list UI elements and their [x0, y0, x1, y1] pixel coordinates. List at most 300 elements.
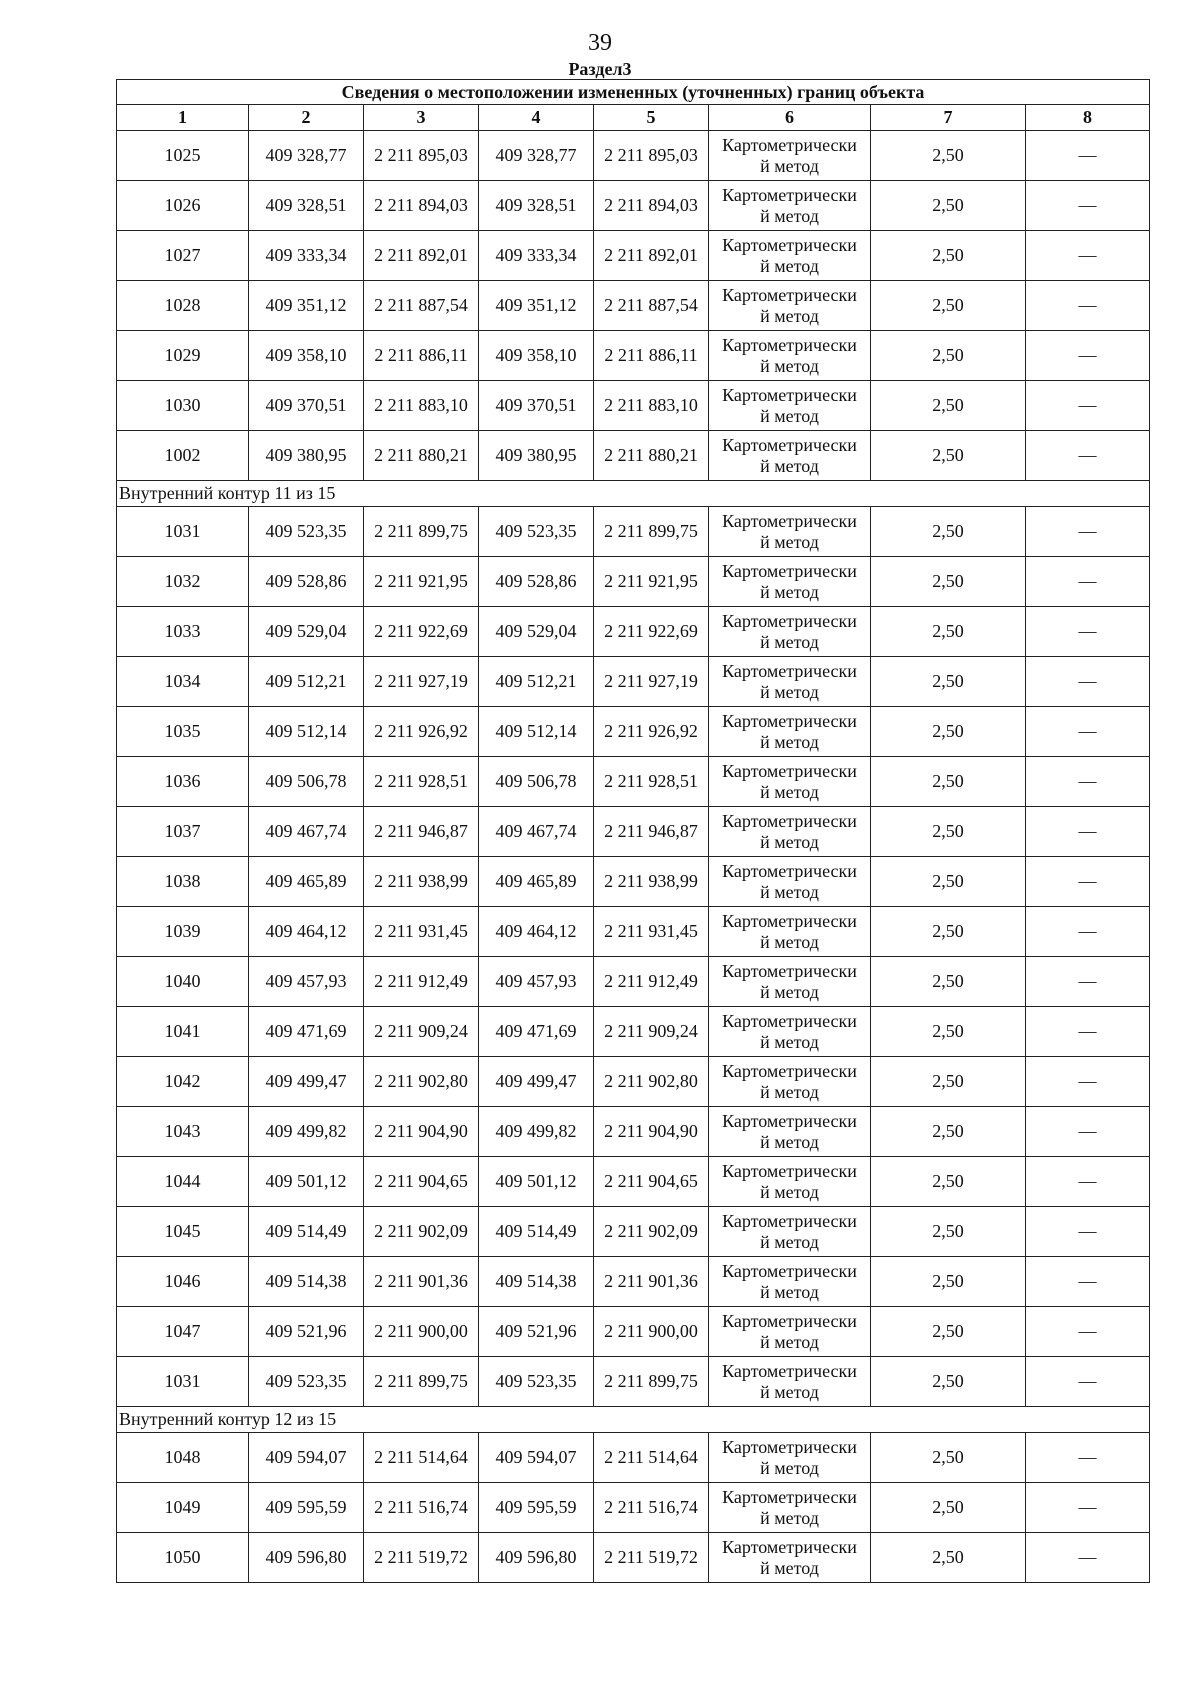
method-text-line1: Картометрически: [722, 1160, 857, 1181]
method-text-line1: Картометрически: [722, 1486, 857, 1507]
x-coordinate-cell: 409 514,38: [249, 1257, 364, 1307]
x-coordinate-cell: 409 351,12: [479, 281, 594, 331]
x-coordinate-cell: 409 523,35: [249, 1357, 364, 1407]
x-coordinate-cell: 409 529,04: [479, 607, 594, 657]
x-coordinate-cell: 409 512,21: [479, 657, 594, 707]
accuracy-cell: 2,50: [871, 557, 1026, 607]
method-cell: [709, 181, 871, 231]
method-text-line2: й метод: [760, 155, 819, 176]
x-coordinate-cell: 409 506,78: [479, 757, 594, 807]
note-cell: —: [1026, 331, 1150, 381]
point-number-cell: 1027: [117, 231, 249, 281]
y-coordinate-cell: 2 211 519,72: [364, 1533, 479, 1583]
point-number-cell: 1049: [117, 1483, 249, 1533]
table-row: [117, 281, 1150, 331]
y-coordinate-cell: 2 211 899,75: [594, 507, 709, 557]
x-coordinate-cell: 409 358,10: [249, 331, 364, 381]
y-coordinate-cell: 2 211 883,10: [594, 381, 709, 431]
note-cell: —: [1026, 807, 1150, 857]
y-coordinate-cell: 2 211 931,45: [364, 907, 479, 957]
y-coordinate-cell: 2 211 880,21: [364, 431, 479, 481]
table-row: [117, 557, 1150, 607]
y-coordinate-cell: 2 211 899,75: [364, 507, 479, 557]
method-text-line2: й метод: [760, 405, 819, 426]
y-coordinate-cell: 2 211 886,11: [364, 331, 479, 381]
method-cell: [709, 757, 871, 807]
x-coordinate-cell: 409 499,47: [479, 1057, 594, 1107]
column-number: 8: [1026, 105, 1150, 131]
x-coordinate-cell: 409 499,82: [479, 1107, 594, 1157]
x-coordinate-cell: 409 380,95: [479, 431, 594, 481]
contour-header-row: [117, 1407, 1150, 1433]
table-row: [117, 1433, 1150, 1483]
table-row: [117, 507, 1150, 557]
x-coordinate-cell: 409 457,93: [249, 957, 364, 1007]
y-coordinate-cell: 2 211 894,03: [364, 181, 479, 231]
x-coordinate-cell: 409 506,78: [249, 757, 364, 807]
table-caption: Сведения о местоположении измененных (уточненных) границ объекта: [117, 80, 1150, 105]
method-text-line2: й метод: [760, 731, 819, 752]
method-text-line2: й метод: [760, 981, 819, 1002]
note-cell: —: [1026, 1157, 1150, 1207]
y-coordinate-cell: 2 211 902,80: [364, 1057, 479, 1107]
x-coordinate-cell: 409 465,89: [249, 857, 364, 907]
method-text-line1: Картометрически: [722, 1060, 857, 1081]
accuracy-cell: 2,50: [871, 1307, 1026, 1357]
note-cell: —: [1026, 907, 1150, 957]
method-text-line1: Картометрически: [722, 334, 857, 355]
y-coordinate-cell: 2 211 895,03: [594, 131, 709, 181]
point-number-cell: 1045: [117, 1207, 249, 1257]
method-text-line2: й метод: [760, 1557, 819, 1578]
method-text-line1: Картометрически: [722, 660, 857, 681]
x-coordinate-cell: 409 523,35: [249, 507, 364, 557]
method-text-line1: Картометрически: [722, 910, 857, 931]
method-text-line2: й метод: [760, 1507, 819, 1528]
point-number-cell: 1048: [117, 1433, 249, 1483]
accuracy-cell: 2,50: [871, 507, 1026, 557]
x-coordinate-cell: 409 501,12: [249, 1157, 364, 1207]
y-coordinate-cell: 2 211 926,92: [594, 707, 709, 757]
point-number-cell: 1031: [117, 507, 249, 557]
method-cell: [709, 331, 871, 381]
y-coordinate-cell: 2 211 902,09: [364, 1207, 479, 1257]
section-title: Раздел3: [568, 59, 632, 79]
y-coordinate-cell: 2 211 946,87: [364, 807, 479, 857]
column-number: 3: [364, 105, 479, 131]
x-coordinate-cell: 409 351,12: [249, 281, 364, 331]
x-coordinate-cell: 409 514,49: [249, 1207, 364, 1257]
method-text-line1: Картометрически: [722, 1260, 857, 1281]
method-text-line2: й метод: [760, 1331, 819, 1352]
y-coordinate-cell: 2 211 909,24: [364, 1007, 479, 1057]
accuracy-cell: 2,50: [871, 1107, 1026, 1157]
method-text-line2: й метод: [760, 1281, 819, 1302]
note-cell: —: [1026, 857, 1150, 907]
table-row: [117, 907, 1150, 957]
method-cell: [709, 607, 871, 657]
y-coordinate-cell: 2 211 900,00: [594, 1307, 709, 1357]
point-number-cell: 1036: [117, 757, 249, 807]
point-number-cell: 1040: [117, 957, 249, 1007]
method-text-line2: й метод: [760, 831, 819, 852]
method-text-line2: й метод: [760, 881, 819, 902]
column-number: 6: [709, 105, 871, 131]
method-text-line1: Картометрически: [722, 1210, 857, 1231]
method-cell: [709, 131, 871, 181]
method-text-line2: й метод: [760, 1231, 819, 1252]
method-text-line2: й метод: [760, 681, 819, 702]
x-coordinate-cell: 409 594,07: [479, 1433, 594, 1483]
method-cell: [709, 1107, 871, 1157]
accuracy-cell: 2,50: [871, 957, 1026, 1007]
accuracy-cell: 2,50: [871, 1357, 1026, 1407]
y-coordinate-cell: 2 211 519,72: [594, 1533, 709, 1583]
note-cell: —: [1026, 231, 1150, 281]
note-cell: —: [1026, 1307, 1150, 1357]
y-coordinate-cell: 2 211 902,09: [594, 1207, 709, 1257]
method-cell: [709, 507, 871, 557]
note-cell: —: [1026, 1257, 1150, 1307]
x-coordinate-cell: 409 594,07: [249, 1433, 364, 1483]
method-text-line2: й метод: [760, 1131, 819, 1152]
accuracy-cell: 2,50: [871, 1433, 1026, 1483]
method-text-line1: Картометрически: [722, 1110, 857, 1131]
method-cell: [709, 707, 871, 757]
accuracy-cell: 2,50: [871, 707, 1026, 757]
table-row: [117, 431, 1150, 481]
x-coordinate-cell: 409 512,21: [249, 657, 364, 707]
y-coordinate-cell: 2 211 901,36: [594, 1257, 709, 1307]
x-coordinate-cell: 409 471,69: [479, 1007, 594, 1057]
method-cell: [709, 431, 871, 481]
note-cell: —: [1026, 607, 1150, 657]
x-coordinate-cell: 409 528,86: [479, 557, 594, 607]
y-coordinate-cell: 2 211 886,11: [594, 331, 709, 381]
method-text-line1: Картометрически: [722, 710, 857, 731]
y-coordinate-cell: 2 211 927,19: [364, 657, 479, 707]
y-coordinate-cell: 2 211 900,00: [364, 1307, 479, 1357]
table-row: [117, 1483, 1150, 1533]
column-number: 2: [249, 105, 364, 131]
method-cell: [709, 1433, 871, 1483]
method-text-line2: й метод: [760, 1181, 819, 1202]
y-coordinate-cell: 2 211 921,95: [594, 557, 709, 607]
x-coordinate-cell: 409 523,35: [479, 1357, 594, 1407]
table-body: [117, 80, 1150, 1583]
x-coordinate-cell: 409 358,10: [479, 331, 594, 381]
y-coordinate-cell: 2 211 901,36: [364, 1257, 479, 1307]
point-number-cell: 1030: [117, 381, 249, 431]
accuracy-cell: 2,50: [871, 131, 1026, 181]
column-number-row: [117, 105, 1150, 131]
note-cell: —: [1026, 757, 1150, 807]
accuracy-cell: 2,50: [871, 1157, 1026, 1207]
x-coordinate-cell: 409 467,74: [479, 807, 594, 857]
method-text-line1: Картометрически: [722, 860, 857, 881]
y-coordinate-cell: 2 211 902,80: [594, 1057, 709, 1107]
x-coordinate-cell: 409 595,59: [249, 1483, 364, 1533]
method-text-line1: Картометрически: [722, 760, 857, 781]
y-coordinate-cell: 2 211 516,74: [594, 1483, 709, 1533]
method-text-line2: й метод: [760, 455, 819, 476]
note-cell: —: [1026, 507, 1150, 557]
method-text-line1: Картометрически: [722, 1436, 857, 1457]
method-cell: [709, 907, 871, 957]
x-coordinate-cell: 409 380,95: [249, 431, 364, 481]
x-coordinate-cell: 409 523,35: [479, 507, 594, 557]
y-coordinate-cell: 2 211 938,99: [364, 857, 479, 907]
accuracy-cell: 2,50: [871, 807, 1026, 857]
point-number-cell: 1038: [117, 857, 249, 907]
point-number-cell: 1026: [117, 181, 249, 231]
table-row: [117, 231, 1150, 281]
method-text-line1: Картометрически: [722, 960, 857, 981]
y-coordinate-cell: 2 211 880,21: [594, 431, 709, 481]
y-coordinate-cell: 2 211 931,45: [594, 907, 709, 957]
method-cell: [709, 1007, 871, 1057]
y-coordinate-cell: 2 211 892,01: [364, 231, 479, 281]
point-number-cell: 1037: [117, 807, 249, 857]
column-number: 7: [871, 105, 1026, 131]
y-coordinate-cell: 2 211 921,95: [364, 557, 479, 607]
table-row: [117, 757, 1150, 807]
x-coordinate-cell: 409 457,93: [479, 957, 594, 1007]
point-number-cell: 1032: [117, 557, 249, 607]
method-text-line2: й метод: [760, 931, 819, 952]
table-row: [117, 807, 1150, 857]
method-cell: [709, 957, 871, 1007]
y-coordinate-cell: 2 211 926,92: [364, 707, 479, 757]
y-coordinate-cell: 2 211 887,54: [364, 281, 479, 331]
note-cell: —: [1026, 431, 1150, 481]
table-row: [117, 131, 1150, 181]
point-number-cell: 1050: [117, 1533, 249, 1583]
method-text-line1: Картометрически: [722, 510, 857, 531]
y-coordinate-cell: 2 211 892,01: [594, 231, 709, 281]
page-number: 39: [588, 30, 612, 56]
column-number: 1: [117, 105, 249, 131]
accuracy-cell: 2,50: [871, 181, 1026, 231]
y-coordinate-cell: 2 211 899,75: [364, 1357, 479, 1407]
point-number-cell: 1042: [117, 1057, 249, 1107]
method-text-line1: Картометрически: [722, 810, 857, 831]
y-coordinate-cell: 2 211 904,65: [594, 1157, 709, 1207]
x-coordinate-cell: 409 521,96: [249, 1307, 364, 1357]
method-cell: [709, 1257, 871, 1307]
method-cell: [709, 657, 871, 707]
column-number: 5: [594, 105, 709, 131]
method-cell: [709, 557, 871, 607]
y-coordinate-cell: 2 211 928,51: [364, 757, 479, 807]
note-cell: —: [1026, 557, 1150, 607]
method-text-line2: й метод: [760, 1031, 819, 1052]
note-cell: —: [1026, 1107, 1150, 1157]
method-text-line1: Картометрически: [722, 1310, 857, 1331]
point-number-cell: 1039: [117, 907, 249, 957]
x-coordinate-cell: 409 595,59: [479, 1483, 594, 1533]
method-text-line1: Картометрически: [722, 284, 857, 305]
note-cell: —: [1026, 1483, 1150, 1533]
method-text-line1: Картометрически: [722, 384, 857, 405]
note-cell: —: [1026, 1057, 1150, 1107]
method-text-line1: Картометрически: [722, 1360, 857, 1381]
boundary-table: [116, 79, 1150, 1583]
note-cell: —: [1026, 131, 1150, 181]
y-coordinate-cell: 2 211 887,54: [594, 281, 709, 331]
point-number-cell: 1002: [117, 431, 249, 481]
y-coordinate-cell: 2 211 899,75: [594, 1357, 709, 1407]
accuracy-cell: 2,50: [871, 1257, 1026, 1307]
y-coordinate-cell: 2 211 912,49: [364, 957, 479, 1007]
accuracy-cell: 2,50: [871, 331, 1026, 381]
table-row: [117, 1207, 1150, 1257]
method-text-line2: й метод: [760, 305, 819, 326]
method-text-line2: й метод: [760, 205, 819, 226]
method-text-line1: Картометрически: [722, 560, 857, 581]
x-coordinate-cell: 409 499,47: [249, 1057, 364, 1107]
method-cell: [709, 807, 871, 857]
x-coordinate-cell: 409 333,34: [479, 231, 594, 281]
method-text-line1: Картометрически: [722, 610, 857, 631]
point-number-cell: 1044: [117, 1157, 249, 1207]
x-coordinate-cell: 409 521,96: [479, 1307, 594, 1357]
method-cell: [709, 1357, 871, 1407]
table-row: [117, 1107, 1150, 1157]
table-row: [117, 657, 1150, 707]
table-row: [117, 381, 1150, 431]
note-cell: —: [1026, 181, 1150, 231]
note-cell: —: [1026, 381, 1150, 431]
method-text-line2: й метод: [760, 581, 819, 602]
table-row: [117, 957, 1150, 1007]
y-coordinate-cell: 2 211 946,87: [594, 807, 709, 857]
note-cell: —: [1026, 1357, 1150, 1407]
method-text-line1: Картометрически: [722, 184, 857, 205]
note-cell: —: [1026, 1533, 1150, 1583]
method-cell: [709, 1207, 871, 1257]
x-coordinate-cell: 409 370,51: [479, 381, 594, 431]
table-row: [117, 331, 1150, 381]
y-coordinate-cell: 2 211 904,90: [594, 1107, 709, 1157]
method-cell: [709, 381, 871, 431]
method-cell: [709, 857, 871, 907]
method-cell: [709, 281, 871, 331]
table-row: [117, 1057, 1150, 1107]
point-number-cell: 1046: [117, 1257, 249, 1307]
note-cell: —: [1026, 1433, 1150, 1483]
note-cell: —: [1026, 657, 1150, 707]
note-cell: —: [1026, 1207, 1150, 1257]
y-coordinate-cell: 2 211 514,64: [594, 1433, 709, 1483]
accuracy-cell: 2,50: [871, 1533, 1026, 1583]
point-number-cell: 1028: [117, 281, 249, 331]
column-number: 4: [479, 105, 594, 131]
table-row: [117, 1257, 1150, 1307]
accuracy-cell: 2,50: [871, 1483, 1026, 1533]
method-text-line2: й метод: [760, 255, 819, 276]
contour-label: Внутренний контур 12 из 15: [117, 1407, 1150, 1433]
method-text-line2: й метод: [760, 631, 819, 652]
accuracy-cell: 2,50: [871, 1007, 1026, 1057]
accuracy-cell: 2,50: [871, 907, 1026, 957]
x-coordinate-cell: 409 529,04: [249, 607, 364, 657]
method-text-line2: й метод: [760, 1457, 819, 1478]
y-coordinate-cell: 2 211 927,19: [594, 657, 709, 707]
x-coordinate-cell: 409 512,14: [249, 707, 364, 757]
x-coordinate-cell: 409 471,69: [249, 1007, 364, 1057]
note-cell: —: [1026, 957, 1150, 1007]
x-coordinate-cell: 409 467,74: [249, 807, 364, 857]
point-number-cell: 1034: [117, 657, 249, 707]
x-coordinate-cell: 409 501,12: [479, 1157, 594, 1207]
method-text-line1: Картометрически: [722, 1536, 857, 1557]
point-number-cell: 1047: [117, 1307, 249, 1357]
x-coordinate-cell: 409 596,80: [479, 1533, 594, 1583]
y-coordinate-cell: 2 211 922,69: [364, 607, 479, 657]
y-coordinate-cell: 2 211 904,65: [364, 1157, 479, 1207]
y-coordinate-cell: 2 211 895,03: [364, 131, 479, 181]
method-cell: [709, 1533, 871, 1583]
accuracy-cell: 2,50: [871, 231, 1026, 281]
x-coordinate-cell: 409 512,14: [479, 707, 594, 757]
table-row: [117, 1357, 1150, 1407]
method-cell: [709, 1157, 871, 1207]
x-coordinate-cell: 409 514,49: [479, 1207, 594, 1257]
method-text-line2: й метод: [760, 1081, 819, 1102]
contour-header-row: [117, 481, 1150, 507]
x-coordinate-cell: 409 464,12: [249, 907, 364, 957]
method-cell: [709, 1307, 871, 1357]
accuracy-cell: 2,50: [871, 1207, 1026, 1257]
contour-label: Внутренний контур 11 из 15: [117, 481, 1150, 507]
y-coordinate-cell: 2 211 922,69: [594, 607, 709, 657]
y-coordinate-cell: 2 211 516,74: [364, 1483, 479, 1533]
x-coordinate-cell: 409 514,38: [479, 1257, 594, 1307]
method-text-line2: й метод: [760, 355, 819, 376]
accuracy-cell: 2,50: [871, 657, 1026, 707]
table-row: [117, 857, 1150, 907]
method-text-line1: Картометрически: [722, 234, 857, 255]
accuracy-cell: 2,50: [871, 757, 1026, 807]
accuracy-cell: 2,50: [871, 281, 1026, 331]
method-cell: [709, 1057, 871, 1107]
accuracy-cell: 2,50: [871, 381, 1026, 431]
method-text-line2: й метод: [760, 531, 819, 552]
accuracy-cell: 2,50: [871, 431, 1026, 481]
y-coordinate-cell: 2 211 904,90: [364, 1107, 479, 1157]
table-row: [117, 1007, 1150, 1057]
point-number-cell: 1029: [117, 331, 249, 381]
x-coordinate-cell: 409 370,51: [249, 381, 364, 431]
accuracy-cell: 2,50: [871, 1057, 1026, 1107]
point-number-cell: 1035: [117, 707, 249, 757]
y-coordinate-cell: 2 211 909,24: [594, 1007, 709, 1057]
point-number-cell: 1025: [117, 131, 249, 181]
y-coordinate-cell: 2 211 928,51: [594, 757, 709, 807]
method-text-line2: й метод: [760, 1381, 819, 1402]
table-row: [117, 1533, 1150, 1583]
point-number-cell: 1043: [117, 1107, 249, 1157]
x-coordinate-cell: 409 328,77: [249, 131, 364, 181]
x-coordinate-cell: 409 333,34: [249, 231, 364, 281]
y-coordinate-cell: 2 211 894,03: [594, 181, 709, 231]
table-row: [117, 181, 1150, 231]
method-cell: [709, 231, 871, 281]
x-coordinate-cell: 409 528,86: [249, 557, 364, 607]
y-coordinate-cell: 2 211 938,99: [594, 857, 709, 907]
x-coordinate-cell: 409 328,77: [479, 131, 594, 181]
